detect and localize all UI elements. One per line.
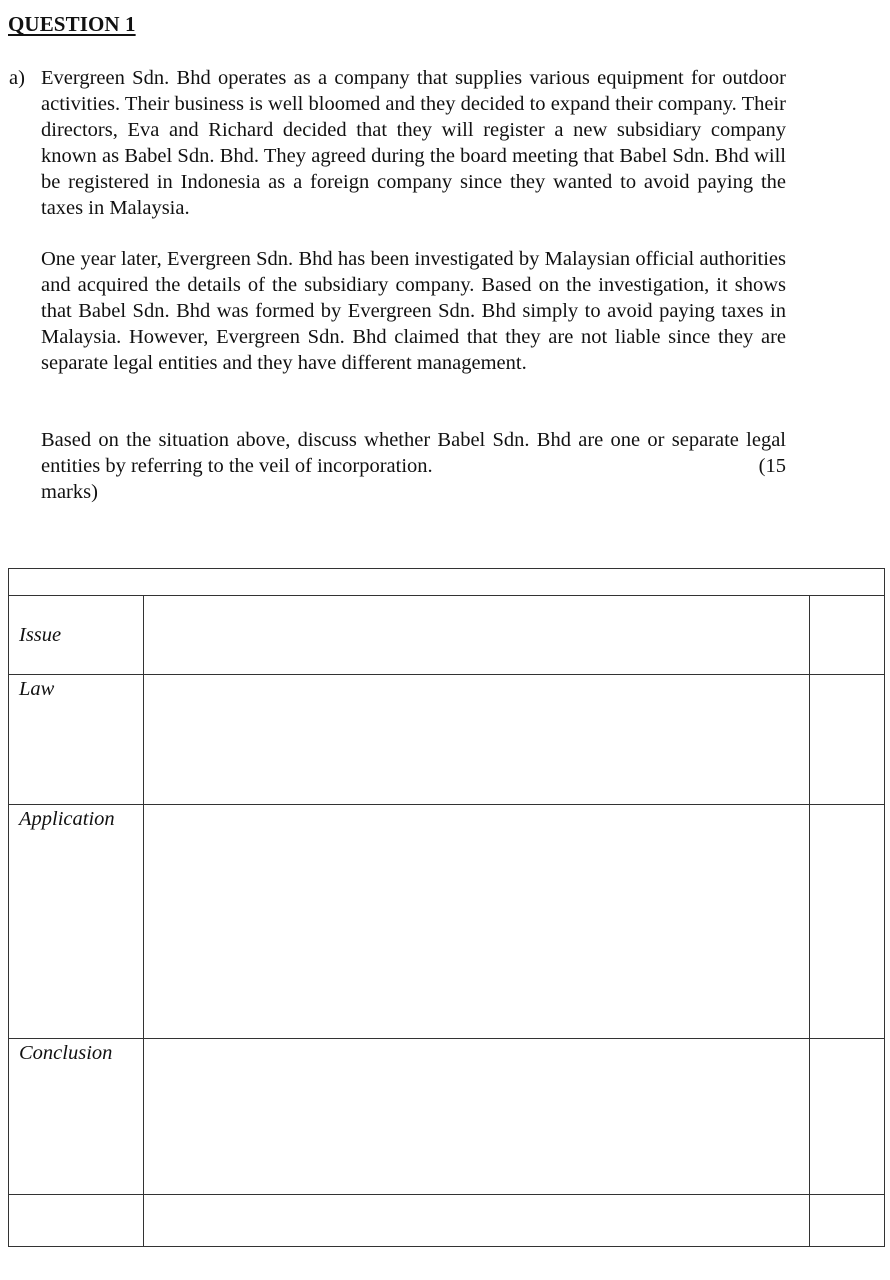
question-text: Based on the situation above, discuss whether Babel Sdn. Bhd are one or separate legal entities by referring to the veil of incorporation. (41, 429, 786, 477)
part-marker: a) (9, 67, 25, 89)
scenario-paragraph-1: Evergreen Sdn. Bhd operates as a company that supplies various equipment for outdoor activities. Their business is well bloomed and they decided to expand their company. Their directors, Eva and Richard decided that they will register a new subsidiary company known as Babel Sdn. Bhd. They agreed during the board meeting that Babel Sdn. Bhd will be registered in Indonesia as a foreign company since they wanted to avoid paying the taxes in Malaysia. (41, 67, 786, 219)
row-divider-conclusion (9, 1194, 884, 1195)
row-label-application: Application (19, 808, 115, 830)
answer-cell-issue[interactable] (144, 596, 809, 674)
answer-cell-application[interactable] (144, 805, 809, 1038)
answer-cell-law[interactable] (144, 675, 809, 804)
row-label-issue: Issue (19, 624, 62, 646)
question-title: QUESTION 1 (8, 12, 136, 36)
marks-allocation: (15 (758, 455, 786, 477)
question-prompt (41, 427, 786, 505)
irac-answer-table (8, 568, 885, 1247)
scenario-paragraph-2: One year later, Evergreen Sdn. Bhd has been investigated by Malaysian official authorities and acquired the details of the subsidiary company. Based on the investigation, it shows that Babel Sdn. Bhd was formed by Evergreen Sdn. Bhd simply to avoid paying taxes in Malaysia. However, Evergreen Sdn. Bhd claimed that they are not liable since they are separate legal entities and they have different management. (41, 248, 786, 374)
row-label-conclusion: Conclusion (19, 1042, 113, 1064)
marks-column-divider (809, 595, 810, 1246)
row-label-law: Law (19, 678, 55, 700)
answer-cell-conclusion[interactable] (144, 1039, 809, 1194)
marks-suffix: marks) (41, 481, 98, 503)
